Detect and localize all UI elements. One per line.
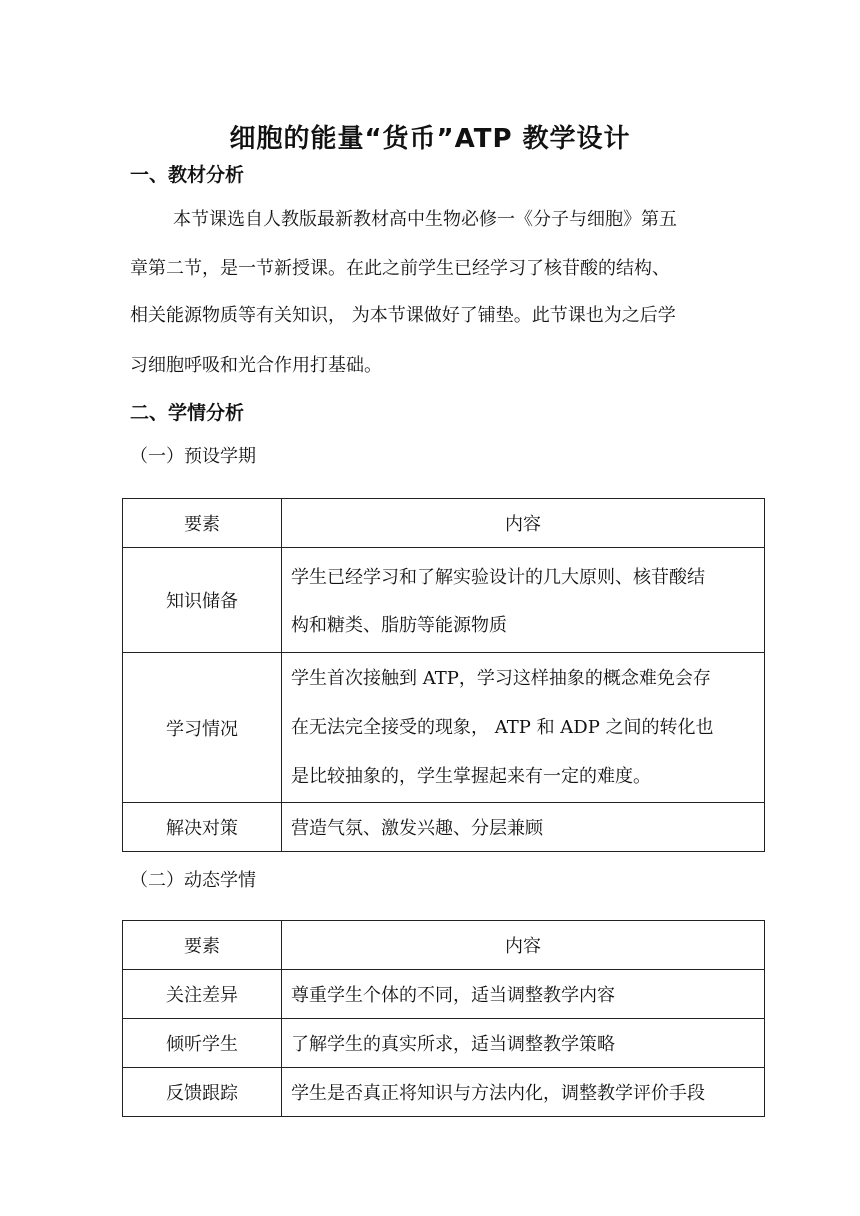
section-heading-textbook-analysis: 一、教材分析 xyxy=(130,164,245,186)
section-heading-student-analysis: 二、学情分析 xyxy=(130,402,245,424)
table-content-cell xyxy=(282,653,765,803)
cell-line: 学生首次接触到 ATP，学习这样抽象的概念难免会存 xyxy=(291,667,711,689)
table-header-row xyxy=(123,499,765,548)
paragraph-line: 本节课选自人教版最新教材高中生物必修一《分子与细胞》第五 xyxy=(173,209,677,230)
cell-line: 学生是否真正将知识与方法内化，调整教学评价手段 xyxy=(291,1083,705,1104)
table-row xyxy=(123,1019,765,1068)
cell-line: 学生已经学习和了解实验设计的几大原则、核苷酸结 xyxy=(291,567,705,588)
table-key-cell: 反馈跟踪 xyxy=(123,1068,282,1117)
table-row xyxy=(123,653,765,803)
table-row xyxy=(123,548,765,653)
table-row xyxy=(123,803,765,852)
cell-line: 在无法完全接受的现象， ATP 和 ADP 之间的转化也 xyxy=(291,716,714,738)
table-header-cell: 内容 xyxy=(282,499,765,548)
table-key-cell: 知识储备 xyxy=(123,548,282,653)
table-content-cell xyxy=(282,970,765,1019)
table-key-cell: 学习情况 xyxy=(123,653,282,803)
table-row xyxy=(123,970,765,1019)
table-header-cell: 要素 xyxy=(123,499,282,548)
table-content-cell xyxy=(282,1019,765,1068)
cell-line: 构和糖类、脂肪等能源物质 xyxy=(291,615,507,636)
table-preset xyxy=(122,498,765,852)
subheading-dynamic: （二）动态学情 xyxy=(130,870,256,891)
table-dynamic xyxy=(122,920,765,1117)
table-content-cell xyxy=(282,1068,765,1117)
paragraph-line: 相关能源物质等有关知识， 为本节课做好了铺垫。此节课也为之后学 xyxy=(130,305,676,326)
table-key-cell: 解决对策 xyxy=(123,803,282,852)
paragraph-line: 习细胞呼吸和光合作用打基础。 xyxy=(130,355,382,376)
cell-line: 了解学生的真实所求，适当调整教学策略 xyxy=(291,1034,615,1055)
table-key-cell: 关注差异 xyxy=(123,970,282,1019)
cell-line: 是比较抽象的，学生掌握起来有一定的难度。 xyxy=(291,765,651,787)
table-header-row xyxy=(123,921,765,970)
table-header-cell: 要素 xyxy=(123,921,282,970)
table-key-cell: 倾听学生 xyxy=(123,1019,282,1068)
paragraph-line: 章第二节，是一节新授课。在此之前学生已经学习了核苷酸的结构、 xyxy=(130,258,670,279)
subheading-preset: （一）预设学期 xyxy=(130,446,256,467)
section-paragraph-textbook-analysis xyxy=(130,205,750,385)
table-content-cell xyxy=(282,803,765,852)
cell-line: 尊重学生个体的不同，适当调整教学内容 xyxy=(291,985,615,1006)
table-header-cell: 内容 xyxy=(282,921,765,970)
cell-line: 营造气氛、激发兴趣、分层兼顾 xyxy=(291,818,543,839)
table-content-cell xyxy=(282,548,765,653)
document-title: 细胞的能量“货币”ATP 教学设计 xyxy=(229,124,631,154)
table-row xyxy=(123,1068,765,1117)
